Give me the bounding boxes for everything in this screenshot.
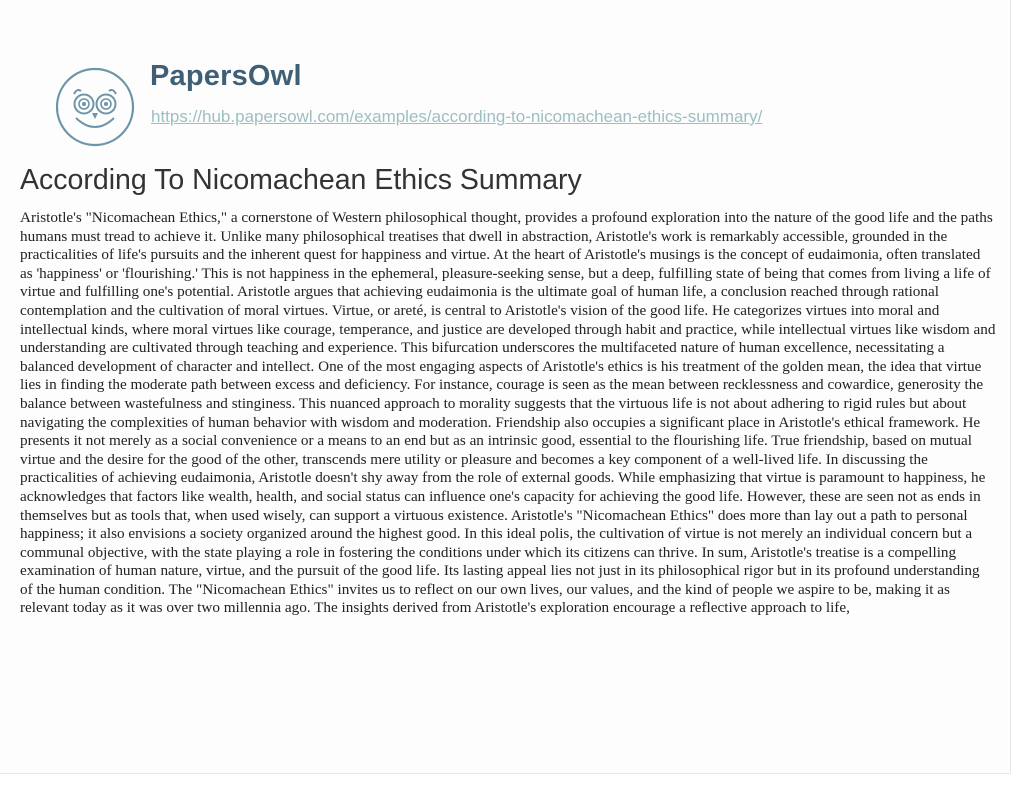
owl-logo-icon [54, 66, 136, 148]
header [54, 60, 954, 156]
brand-name[interactable]: PapersOwl [150, 60, 302, 92]
article-title: According To Nicomachean Ethics Summary [20, 164, 582, 196]
source-url-link[interactable]: https://hub.papersowl.com/examples/according-to-nicomachean-ethics-summary/ [151, 107, 763, 126]
article-body: Aristotle's "Nicomachean Ethics," a cornerstone of Western philosophical thought, provides a profound exploration into the nature of the good life and the paths humans must tread to achieve it. Unlike many philosophical treatises that dwell in abstraction, Aristotle's work is remarkably accessible, grounded in the practicalities of life's pursuits and the inherent quest for happiness and virtue. At the heart of Aristotle's musings is the concept of eudaimonia, often translated as 'happiness' or 'flourishing.' This is not happiness in the ephemeral, pleasure-seeking sense, but a deep, fulfilling state of being that comes from living a life of virtue and fulfilling one's potential. Aristotle argues that achieving eudaimonia is the ultimate goal of human life, a conclusion reached through rational contemplation and the cultivation of moral virtues. Virtue, or areté, is central to Aristotle's vision of the good life. He categorizes virtues into moral and intellectual kinds, where moral virtues like courage, temperance, and justice are developed through habit and practice, while intellectual virtues like wisdom and understanding are cultivated through teaching and experience. This bifurcation underscores the multifaceted nature of human excellence, necessitating a balanced development of character and intellect. One of the most engaging aspects of Aristotle's ethics is his treatment of the golden mean, the idea that virtue lies in finding the moderate path between excess and deficiency. For instance, courage is seen as the mean between recklessness and cowardice, generosity the balance between wastefulness and stinginess. This nuanced approach to morality suggests that the virtuous life is not about adhering to rigid rules but about navigating the complexities of human behavior with wisdom and moderation. Friendship also occupies a significant place in Aristotle's ethical framework. He presents it not merely as a social convenience or a means to an end but as an intrinsic good, essential to the flourishing life. True friendship, based on mutual virtue and the desire for the good of the other, transcends mere utility or pleasure and becomes a key component of a well-lived life. In discussing the practicalities of achieving eudaimonia, Aristotle doesn't shy away from the role of external goods. While emphasizing that virtue is paramount to happiness, he acknowledges that factors like wealth, health, and social status can influence one's capacity for achieving the good life. However, these are seen not as ends in themselves but as tools that, when used wisely, can support a virtuous existence. Aristotle's "Nicomachean Ethics" does more than lay out a path to personal happiness; it also envisions a society organized around the highest good. In this ideal polis, the cultivation of virtue is not merely an individual concern but a communal objective, with the state playing a role in fostering the conditions under which its citizens can thrive. In sum, Aristotle's treatise is a compelling examination of human nature, virtue, and the pursuit of the good life. Its lasting appeal lies not just in its philosophical rigor but in its profound understanding of the human condition. The "Nicomachean Ethics" invites us to reflect on our own lives, our values, and the kind of people we aspire to be, making it as relevant today as it was over two millennia ago. The insights derived from Aristotle's exploration encourage a reflective approach to life, [20, 209, 996, 617]
